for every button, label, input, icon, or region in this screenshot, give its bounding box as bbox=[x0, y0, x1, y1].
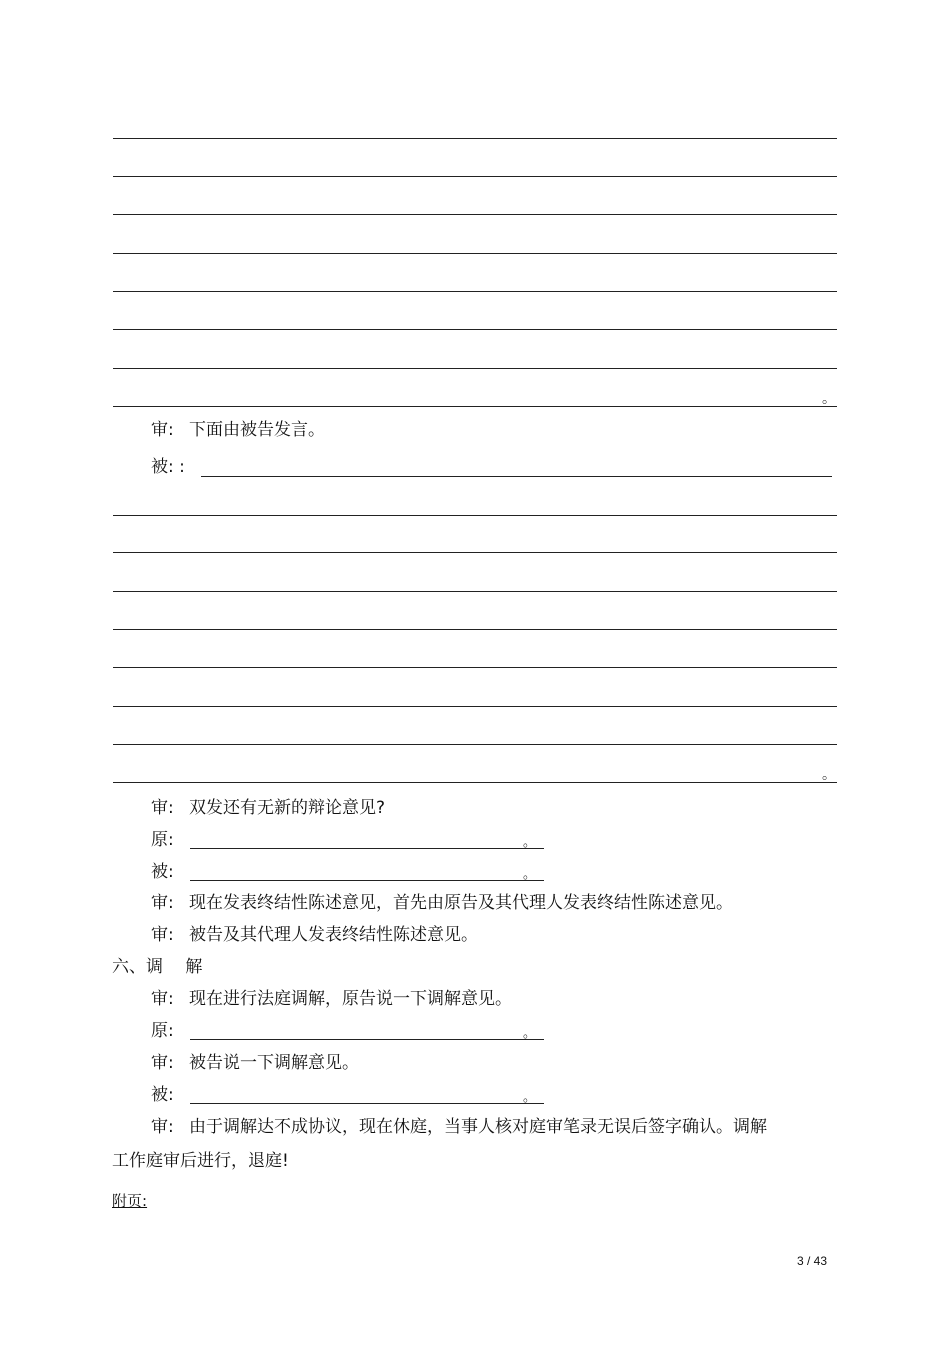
speaker-label: 审: bbox=[151, 1053, 174, 1073]
section-heading-mediation: 六、调 解 bbox=[112, 957, 203, 977]
page-number: 3 / 43 bbox=[797, 1254, 828, 1268]
speaker-label: 被: bbox=[151, 1085, 174, 1105]
writing-line[interactable] bbox=[113, 706, 837, 707]
speaker-label: 审: bbox=[151, 420, 174, 440]
end-mark: 。 bbox=[523, 835, 537, 850]
writing-line[interactable] bbox=[113, 138, 837, 139]
judge-line bbox=[151, 924, 478, 946]
writing-line[interactable] bbox=[113, 253, 837, 254]
statement-text: 被告及其代理人发表终结性陈述意见。 bbox=[189, 925, 478, 945]
statement-text: 下面由被告发言。 bbox=[189, 420, 325, 440]
writing-line[interactable] bbox=[113, 176, 837, 177]
end-mark: 。 bbox=[523, 1026, 537, 1041]
writing-line[interactable] bbox=[113, 368, 837, 369]
writing-line[interactable] bbox=[113, 291, 837, 292]
statement-text: 现在发表终结性陈述意见，首先由原告及其代理人发表终结性陈述意见。 bbox=[189, 893, 733, 913]
statement-text: 双发还有无新的辩论意见? bbox=[189, 798, 386, 818]
judge-line bbox=[151, 892, 733, 914]
end-mark: 。 bbox=[822, 391, 836, 407]
plaintiff-answer-field[interactable] bbox=[190, 848, 544, 849]
plaintiff-mediation-field[interactable] bbox=[190, 1039, 544, 1040]
end-mark: 。 bbox=[523, 867, 537, 882]
writing-line[interactable] bbox=[113, 744, 837, 745]
writing-line[interactable] bbox=[113, 667, 837, 668]
writing-line[interactable] bbox=[113, 782, 837, 783]
speaker-label: 原: bbox=[151, 1021, 174, 1041]
speaker-label: 审: bbox=[151, 893, 174, 913]
speaker-label: 原: bbox=[151, 830, 174, 850]
defendant-answer-field[interactable] bbox=[201, 476, 832, 477]
plaintiff-line bbox=[151, 829, 174, 851]
speaker-label: 审: bbox=[151, 798, 174, 818]
defendant-answer-field[interactable] bbox=[190, 880, 544, 881]
statement-text: 被告说一下调解意见。 bbox=[189, 1053, 359, 1073]
judge-line-continuation: 工作庭审后进行，退庭! bbox=[112, 1151, 289, 1171]
speaker-label: 被: bbox=[151, 862, 174, 882]
defendant-line bbox=[151, 1084, 174, 1106]
appendix-link[interactable]: 附页: bbox=[112, 1192, 148, 1210]
writing-line[interactable] bbox=[113, 515, 837, 516]
defendant-line bbox=[151, 456, 185, 478]
speaker-label: 被: : bbox=[151, 457, 185, 477]
speaker-label: 审: bbox=[151, 925, 174, 945]
writing-line[interactable] bbox=[113, 329, 837, 330]
judge-line bbox=[151, 988, 512, 1010]
end-mark: 。 bbox=[523, 1090, 537, 1105]
statement-text: 现在进行法庭调解，原告说一下调解意见。 bbox=[189, 989, 512, 1009]
writing-line[interactable] bbox=[113, 552, 837, 553]
speaker-label: 审: bbox=[151, 989, 174, 1009]
judge-line bbox=[151, 419, 325, 441]
end-mark: 。 bbox=[822, 767, 836, 783]
writing-line[interactable] bbox=[113, 629, 837, 630]
writing-line[interactable] bbox=[113, 406, 837, 407]
defendant-line bbox=[151, 861, 174, 883]
defendant-mediation-field[interactable] bbox=[190, 1103, 544, 1104]
speaker-label: 审: bbox=[151, 1117, 174, 1137]
writing-line[interactable] bbox=[113, 214, 837, 215]
statement-text: 由于调解达不成协议，现在休庭，当事人核对庭审笔录无误后签字确认。调解 bbox=[189, 1117, 767, 1137]
plaintiff-line bbox=[151, 1020, 174, 1042]
writing-line[interactable] bbox=[113, 591, 837, 592]
judge-line bbox=[151, 1116, 767, 1138]
judge-line bbox=[151, 797, 385, 819]
judge-line bbox=[151, 1052, 359, 1074]
